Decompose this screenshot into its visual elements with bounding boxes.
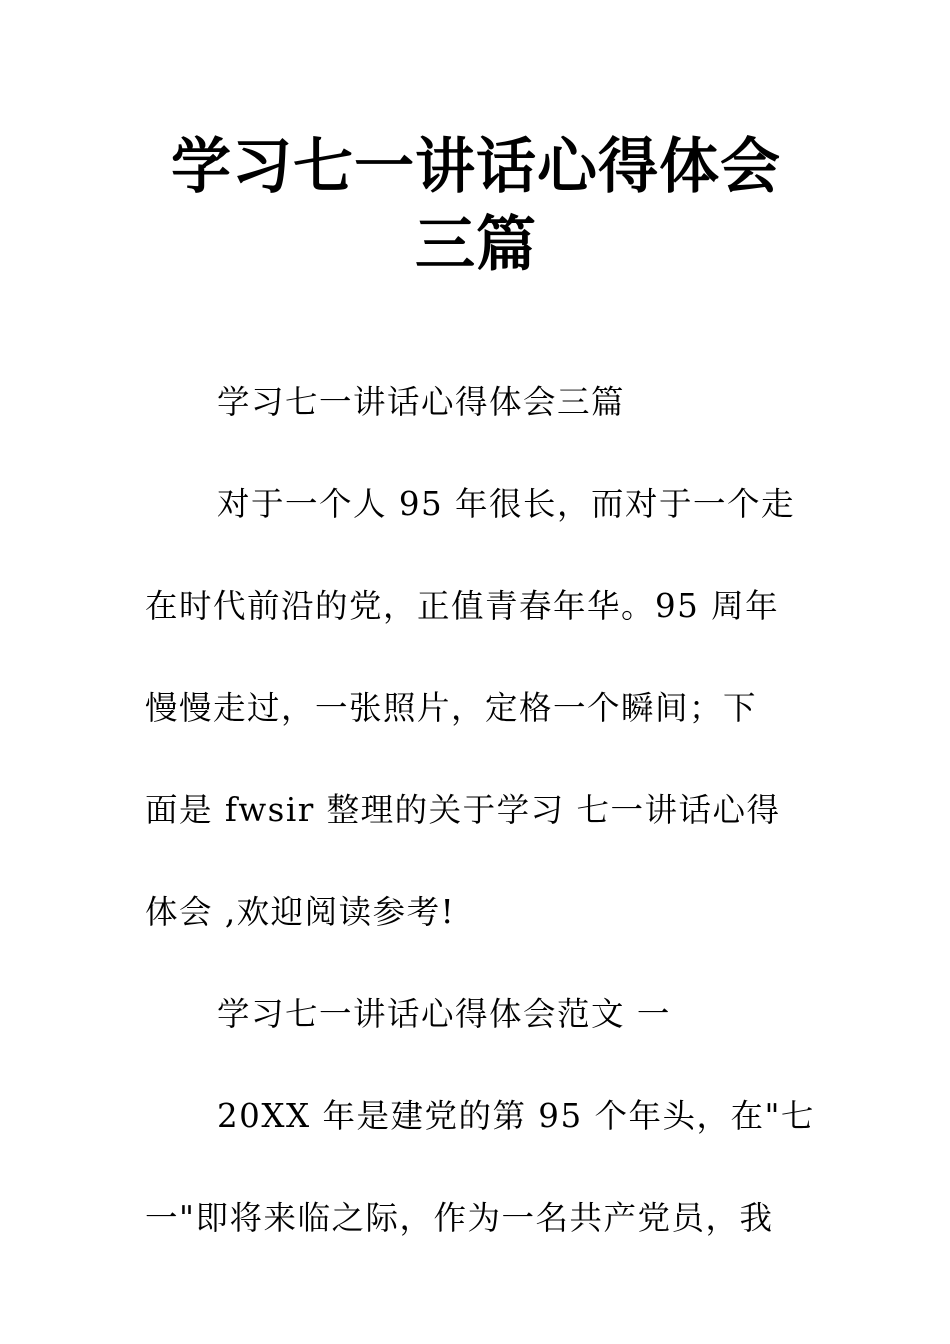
paragraph-line: 学习七一讲话心得体会范文 一 [217,995,671,1033]
paragraph-line: 对于一个人 95 年很长，而对于一个走 [217,485,796,523]
paragraph-line: 在时代前沿的党，正值青春年华。95 周年 [145,587,780,625]
document-body [145,351,815,1269]
paragraph-intro-heading [145,351,807,453]
paragraph-section-body [145,1065,815,1269]
paragraph-line: 慢慢走过，一张照片，定格一个瞬间；下 [145,689,758,727]
paragraph-line: 学习七一讲话心得体会三篇 [217,383,626,421]
document-title: 学习七一讲话心得体会三篇 [171,132,781,280]
paragraph-intro [145,453,807,963]
paragraph-line: 体会 ,欢迎阅读参考! [145,893,456,931]
paragraph-section-heading [145,963,807,1065]
paragraph-line: 一"即将来临之际，作为一名共产党员，我 [145,1199,774,1237]
paragraph-line: 20XX 年是建党的第 95 个年头，在"七 [217,1097,815,1135]
paragraph-line: 面是 fwsir 整理的关于学习 七一讲话心得 [145,791,781,829]
